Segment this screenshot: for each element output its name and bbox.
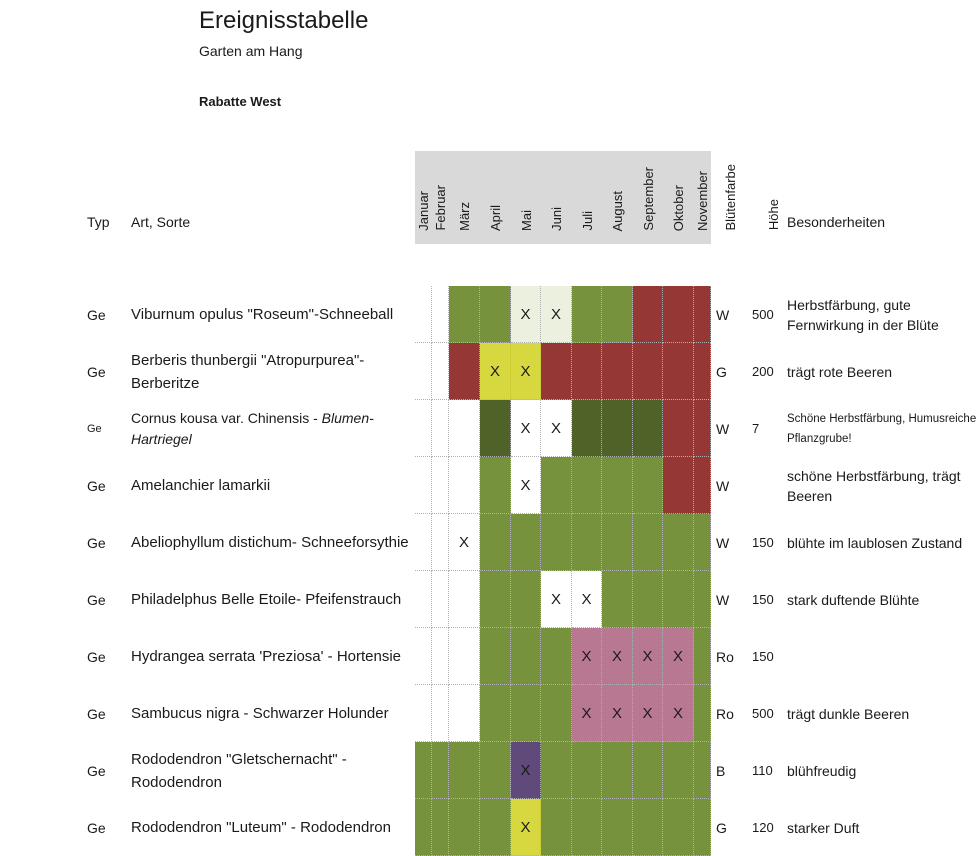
month-cell [602,343,633,400]
bloom-mark: X [611,704,622,722]
bloom-mark: X [520,362,531,380]
row-besonderheiten: blühte im laublosen Zustand [787,534,963,551]
row-typ: Ge [87,705,106,722]
month-cell [572,286,602,343]
month-cell [415,799,432,856]
row-hoehe: 150 [752,592,774,607]
month-cell [663,286,694,343]
bloom-mark: X [458,533,469,551]
month-cell [511,628,541,685]
bloom-mark: X [489,362,500,380]
month-cell [541,514,572,571]
month-cell [572,571,602,628]
header-hoehe: Höhe [765,198,781,230]
month-cell [449,628,480,685]
bloom-mark: X [520,818,531,836]
bloom-mark: X [550,590,561,608]
row-hoehe: 200 [752,364,774,379]
month-cell [602,742,633,799]
month-cell [449,571,480,628]
row-bluetenfarbe: B [716,762,726,779]
table-row [0,742,979,799]
row-typ: Ge [87,363,106,380]
bloom-mark: X [520,761,531,779]
month-cell [541,685,572,742]
month-cell [572,343,602,400]
row-typ: Ge [87,306,106,323]
bloom-mark: X [520,419,531,437]
month-cell [633,514,663,571]
row-typ: Ge [87,591,106,608]
bloom-mark: X [581,590,592,608]
month-cell [480,628,511,685]
month-cell [541,628,572,685]
row-besonderheiten: Schöne Herbstfärbung, Humusreiche Pflanzgrube! [787,412,977,445]
row-besonderheiten: stark duftende Blühte [787,591,920,608]
row-besonderheiten [787,628,977,685]
bloom-mark: X [550,419,561,437]
month-cell [541,742,572,799]
month-cell [432,343,449,400]
header-month-8: September [640,167,656,231]
row-besonderheiten: trägt rote Beeren [787,363,893,380]
row-art: Amelanchier lamarkii [131,477,271,494]
month-cell [432,799,449,856]
month-cell [511,286,541,343]
month-cell [432,685,449,742]
month-cell [432,400,449,457]
month-cell [449,514,480,571]
row-besonderheiten: trägt dunkle Beeren [787,705,910,722]
bloom-mark: X [672,704,683,722]
table-row [0,286,979,343]
bloom-mark: X [581,704,592,722]
row-bluetenfarbe: W [716,591,730,608]
row-hoehe: 500 [752,307,774,322]
row-art: Rododendron "Luteum" - Rododendron [131,819,391,836]
month-cell [694,457,711,514]
row-bluetenfarbe: G [716,363,727,380]
month-cell [633,343,663,400]
table-row [0,514,979,571]
month-cell [449,286,480,343]
month-cell [449,400,480,457]
row-typ: Ge [87,819,106,836]
row-hoehe [752,457,778,514]
month-cell [663,400,694,457]
table-row [0,799,979,856]
row-hoehe: 7 [752,421,760,436]
month-cell [432,742,449,799]
row-besonderheiten: blühfreudig [787,762,857,779]
header-bluetenfarbe: Blütenfarbe [722,163,738,230]
header-month-2: März [457,202,472,231]
row-typ: Ge [87,477,106,494]
row-art: Philadelphus Belle Etoile- Pfeifenstrauch [131,591,402,608]
bloom-mark: X [642,704,653,722]
section-heading: Rabatte West [199,94,282,109]
header-month-6: Juli [579,211,595,231]
table-row [0,457,979,514]
document-title: Ereignisstabelle [199,7,369,34]
month-cell [432,571,449,628]
month-cell [694,343,711,400]
month-cell [694,685,711,742]
row-art: Hydrangea serrata 'Preziosa' - Hortensie [131,648,402,665]
month-cell [694,799,711,856]
row-typ: Ge [87,648,106,665]
month-cell [663,742,694,799]
header-month-7: August [610,190,625,231]
month-cell [541,571,572,628]
month-cell [663,799,694,856]
row-besonderheiten: starker Duft [787,819,860,836]
month-cell [694,286,711,343]
header-art: Art, Sorte [131,214,191,230]
row-bluetenfarbe: W [716,534,730,551]
row-art: Cornus kousa var. Chinensis - Blumen-Hartriegel [131,409,374,447]
row-bluetenfarbe: W [716,477,730,494]
month-cell [511,457,541,514]
month-cell [480,457,511,514]
table-row [0,343,979,400]
month-cell [633,685,663,742]
month-cell [480,685,511,742]
month-cell [480,343,511,400]
month-cell [449,685,480,742]
bloom-mark: X [642,647,653,665]
month-cell [449,343,480,400]
month-cell [432,457,449,514]
month-cell [511,571,541,628]
month-cell [480,571,511,628]
month-cell [415,685,432,742]
month-cell [415,457,432,514]
bloom-mark: X [520,305,531,323]
header-besonderheiten: Besonderheiten [787,214,886,230]
row-bluetenfarbe: W [716,306,730,323]
month-cell [511,514,541,571]
row-bluetenfarbe: Ro [716,705,734,722]
month-cell [541,400,572,457]
month-cell [449,799,480,856]
month-cell [511,742,541,799]
month-cell [432,286,449,343]
row-hoehe: 500 [752,706,774,721]
month-cell [511,799,541,856]
month-cell [449,742,480,799]
month-cell [480,742,511,799]
month-cell [415,286,432,343]
row-art: Abeliophyllum distichum- Schneeforsythie [131,534,409,551]
month-cell [602,457,633,514]
header-month-3: April [488,204,503,231]
month-cell [480,514,511,571]
month-cell [694,514,711,571]
month-cell [602,400,633,457]
row-art: Sambucus nigra - Schwarzer Holunder [131,705,389,722]
month-cell [694,742,711,799]
month-cell [415,514,432,571]
month-cell [602,571,633,628]
month-cell [415,343,432,400]
header-month-10: November [695,171,710,231]
month-cell [541,286,572,343]
row-hoehe: 150 [752,649,774,664]
month-cell [602,514,633,571]
month-cell [480,799,511,856]
row-typ: Ge [87,422,102,435]
bloom-mark: X [611,647,622,665]
month-cell [633,628,663,685]
month-cell [633,742,663,799]
month-cell [633,571,663,628]
bloom-mark: X [550,305,561,323]
table-row [0,571,979,628]
row-art-italic: Blumen-Hartriegel [131,409,374,447]
month-cell [541,457,572,514]
month-cell [602,685,633,742]
month-cell [694,628,711,685]
row-typ: Ge [87,534,106,551]
month-cell [633,457,663,514]
header-month-9: Oktober [671,184,686,231]
month-cell [694,400,711,457]
month-cell [572,799,602,856]
month-cell [663,685,694,742]
month-cell [511,400,541,457]
bloom-mark: X [672,647,683,665]
month-cell [663,457,694,514]
month-cell [432,514,449,571]
month-cell [415,628,432,685]
month-cell [511,343,541,400]
table-row [0,400,979,457]
month-cell [602,799,633,856]
bloom-mark: X [520,476,531,494]
header-month-5: Juni [549,207,564,231]
row-typ: Ge [87,762,106,779]
month-cell [663,628,694,685]
row-bluetenfarbe: Ro [716,648,734,665]
row-art: Viburnum opulus "Roseum"-Schneeball [131,306,394,323]
row-hoehe: 110 [752,763,773,778]
month-cell [572,742,602,799]
row-besonderheiten: schöne Herbstfärbung, trägt Beeren [787,467,961,504]
month-cell [663,343,694,400]
row-besonderheiten: Herbstfärbung, gute Fernwirkung in der Blüte [787,296,939,333]
month-cell [541,799,572,856]
row-art: Berberis thunbergii "Atropurpurea"- Berberitze [131,351,365,392]
month-cell [480,286,511,343]
bloom-mark: X [581,647,592,665]
month-cell [541,343,572,400]
month-cell [633,286,663,343]
month-cell [572,457,602,514]
month-cell [694,571,711,628]
row-art: Rododendron "Gletschernacht" - Rododendron [131,750,347,791]
month-cell [415,571,432,628]
month-cell [415,742,432,799]
month-cell [633,400,663,457]
month-cell [432,628,449,685]
month-cell [511,685,541,742]
header-typ: Typ [87,214,110,230]
row-bluetenfarbe: G [716,819,727,836]
row-hoehe: 120 [752,820,774,835]
table-row [0,685,979,742]
month-cell [480,400,511,457]
month-cell [572,400,602,457]
month-cell [633,799,663,856]
month-cell [602,286,633,343]
row-hoehe: 150 [752,535,774,550]
month-cell [572,685,602,742]
month-cell [663,514,694,571]
month-cell [572,514,602,571]
header-month-1: Februar [433,185,448,231]
header-month-4: Mai [518,210,534,231]
header-month-0: Januar [416,191,431,231]
month-cell [663,571,694,628]
month-cell [415,400,432,457]
month-cell [572,628,602,685]
month-cell [602,628,633,685]
document-subtitle: Garten am Hang [199,43,303,59]
row-bluetenfarbe: W [716,420,730,437]
month-cell [449,457,480,514]
table-row [0,628,979,685]
